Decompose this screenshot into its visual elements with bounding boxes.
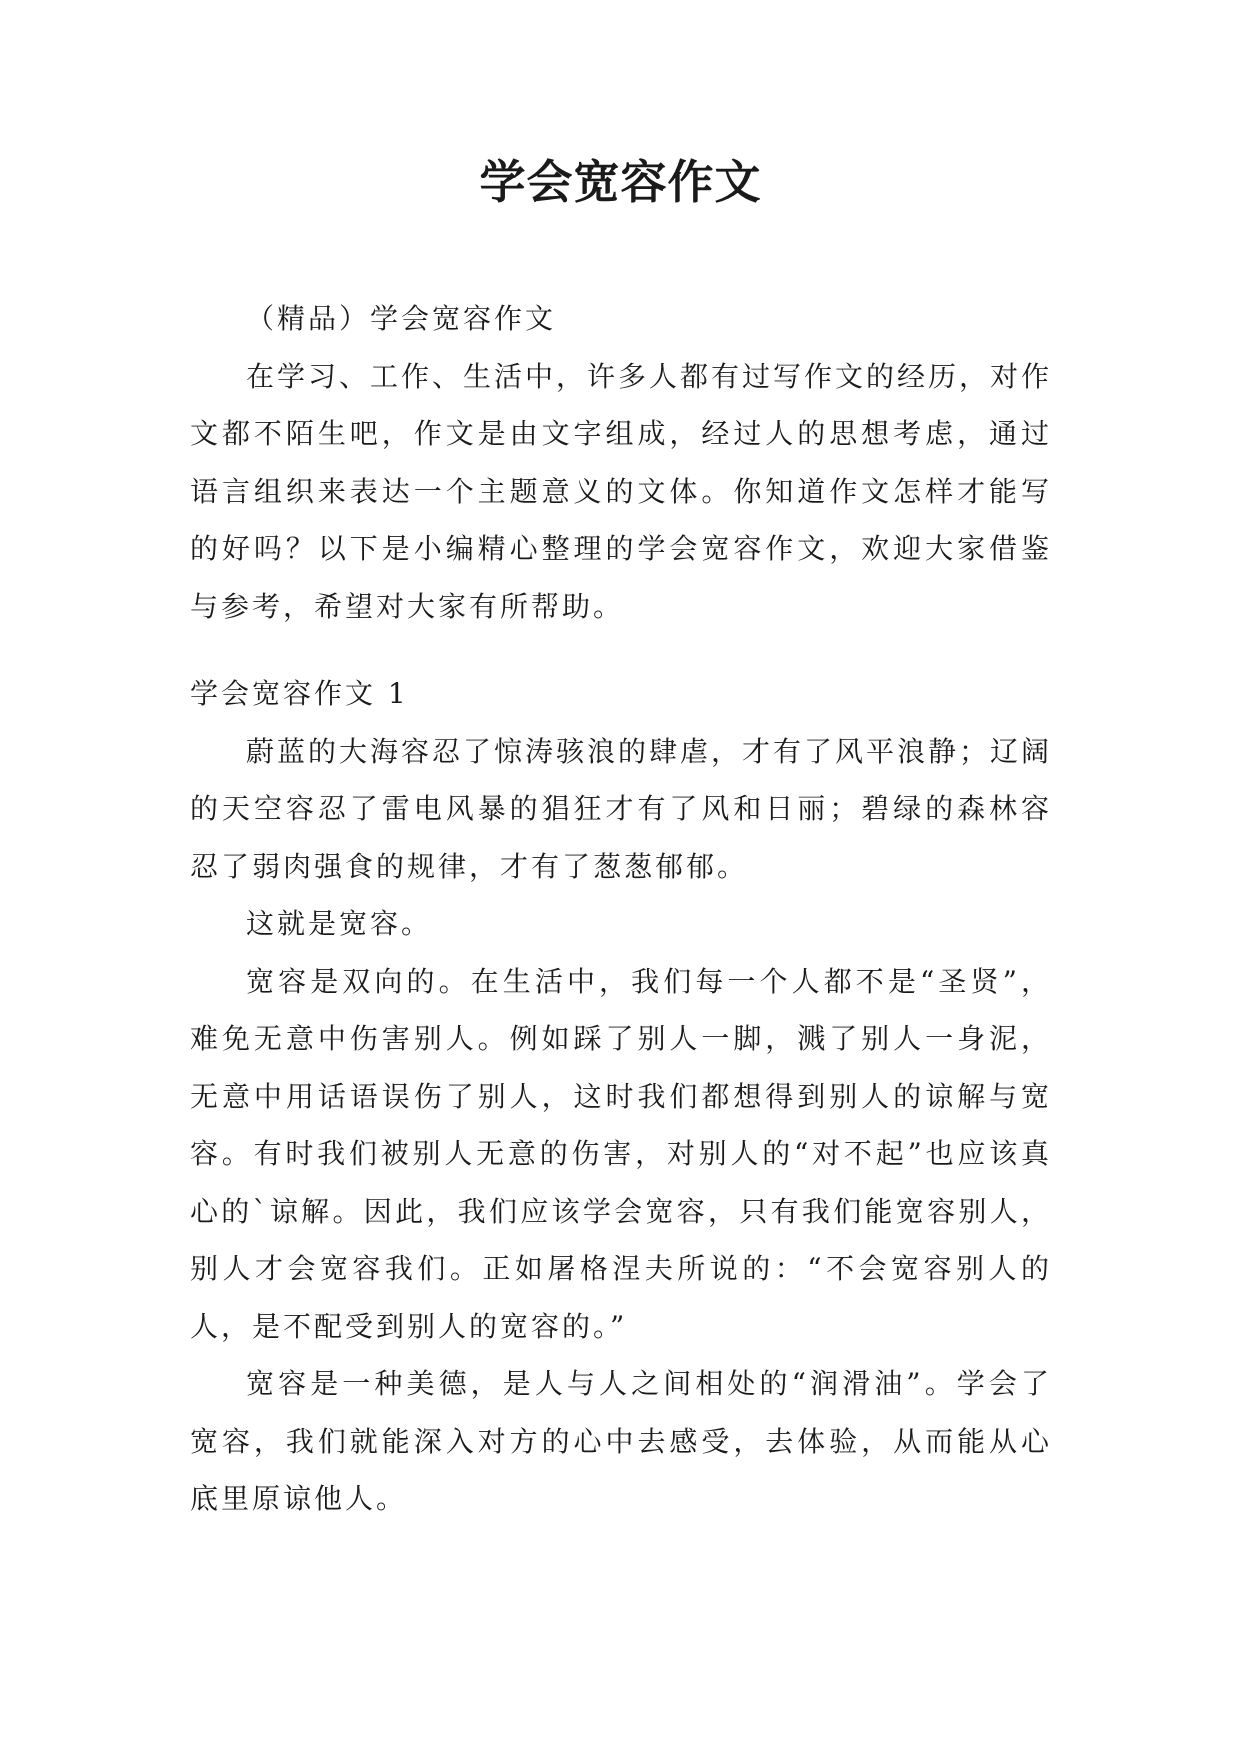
intro-heading: （精品）学会宽容作文 <box>246 302 557 335</box>
document-title: 学会宽容作文 <box>479 155 762 209</box>
body-paragraph: 这就是宽容。 <box>246 907 433 940</box>
intro-paragraph: 在学习、工作、生活中，许多人都有过写作文的经历，对作文都不陌生吧，作文是由文字组成，经过人的思想考虑，通过语言组织来表达一个主题意义的文体。你知道作文怎样才能写的好吗？以下是小编精心整理的学会宽容作文，欢迎大家借鉴与参考，希望对大家有所帮助。 <box>190 359 1053 623</box>
body-paragraph: 蔚蓝的大海容忍了惊涛骇浪的肆虐，才有了风平浪静；辽阔的天空容忍了雷电风暴的猖狂才有了风和日丽；碧绿的森林容忍了弱肉强食的规律，才有了葱葱郁郁。 <box>190 734 1053 883</box>
body-paragraph: 宽容是一种美德，是人与人之间相处的“润滑油”。学会了宽容，我们就能深入对方的心中去感受，去体验，从而能从心底里原谅他人。 <box>190 1367 1052 1515</box>
document-body <box>190 290 1052 1528</box>
body-paragraph: 宽容是双向的。在生活中，我们每一个人都不是“圣贤”，难免无意中伤害别人。例如踩了别人一脚，溅了别人一身泥，无意中用话语误伤了别人，这时我们都想得到别人的谅解与宽容。有时我们被别人无意的伤害，对别人的“对不起”也应该真心的`谅解。因此，我们应该学会宽容，只有我们能宽容别人，别人才会宽容我们。正如屠格涅夫所说的：“不会宽容别人的人，是不配受到别人的宽容的。” <box>190 964 1052 1343</box>
section-title: 学会宽容作文 1 <box>190 677 409 710</box>
